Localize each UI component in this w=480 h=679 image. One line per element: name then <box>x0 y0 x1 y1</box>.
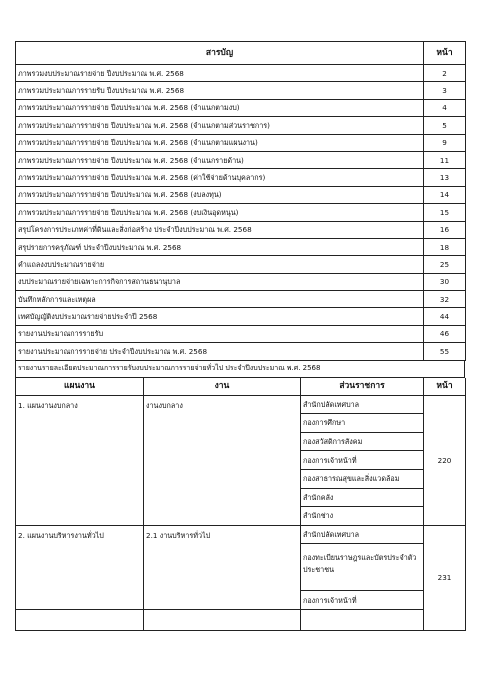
toc-row <box>16 273 466 290</box>
toc-row <box>16 256 466 273</box>
agency-name: กองการเจ้าหน้าที่ <box>301 451 424 470</box>
agency-name: กองทะเบียนราษฎรและบัตรประจำตัวประชาชน <box>301 544 424 591</box>
toc-row <box>16 117 466 134</box>
toc-row-page: 4 <box>424 99 466 116</box>
empty-cell <box>16 609 144 630</box>
plan-row-spacer <box>16 609 466 630</box>
plan-page: 231 <box>424 525 466 630</box>
empty-cell <box>301 609 424 630</box>
plan-name: 2. แผนงานบริหารงานทั่วไป <box>16 525 144 609</box>
toc-row-title: ภาพรวมประมาณการรายจ่าย ปีงบประมาณ พ.ศ. 2568 (จำแนกตามส่วนราชการ) <box>16 117 424 134</box>
toc-row <box>16 151 466 168</box>
toc-row-page: 5 <box>424 117 466 134</box>
toc-row-page: 46 <box>424 325 466 342</box>
toc-row <box>16 221 466 238</box>
toc-row <box>16 99 466 116</box>
toc-row-page: 25 <box>424 256 466 273</box>
toc-row <box>16 65 466 82</box>
plan-header-page: หน้า <box>424 378 466 396</box>
agency-name: กองการเจ้าหน้าที่ <box>301 591 424 610</box>
toc-row-title: ภาพรวมงบประมาณรายจ่าย ปีงบประมาณ พ.ศ. 2568 <box>16 65 424 82</box>
toc-row-title: ภาพรวมประมาณการรายรับ ปีงบประมาณ พ.ศ. 2568 <box>16 82 424 99</box>
toc-row <box>16 169 466 186</box>
note-table <box>15 361 465 378</box>
toc-row-page: 16 <box>424 221 466 238</box>
agency-name: กองการศึกษา <box>301 414 424 433</box>
toc-row-page: 30 <box>424 273 466 290</box>
toc-row-page: 18 <box>424 238 466 255</box>
plan-name: 1. แผนงานงบกลาง <box>16 395 144 525</box>
toc-row-title: รายงานประมาณการรายรับ <box>16 325 424 342</box>
toc-header-title: สารบัญ <box>16 42 424 65</box>
toc-row <box>16 82 466 99</box>
toc-row <box>16 134 466 151</box>
toc-table <box>15 41 466 361</box>
plan-header-plan: แผนงาน <box>16 378 144 396</box>
toc-row <box>16 204 466 221</box>
toc-row-page: 11 <box>424 151 466 168</box>
toc-row <box>16 325 466 342</box>
toc-row <box>16 291 466 308</box>
toc-row-page: 9 <box>424 134 466 151</box>
toc-row-title: รายงานประมาณการรายจ่าย ประจำปีงบประมาณ พ.ศ. 2568 <box>16 343 424 360</box>
toc-row-title: ภาพรวมประมาณการรายจ่าย ปีงบประมาณ พ.ศ. 2568 (จำแนกตามแผนงาน) <box>16 134 424 151</box>
agency-name: สำนักปลัดเทศบาล <box>301 395 424 414</box>
toc-row <box>16 186 466 203</box>
plan-row <box>16 395 466 414</box>
toc-row-title: ภาพรวมประมาณการรายจ่าย ปีงบประมาณ พ.ศ. 2568 (จำแนกรายด้าน) <box>16 151 424 168</box>
toc-note: รายงานรายละเอียดประมาณการรายรับงบประมาณการรายจ่ายทั่วไป ประจำปีงบประมาณ พ.ศ. 2568 <box>16 361 465 378</box>
plan-header-work: งาน <box>144 378 301 396</box>
agency-name: กองสาธารณสุขและสิ่งแวดล้อม <box>301 470 424 489</box>
plan-page: 220 <box>424 395 466 525</box>
work-name: 2.1 งานบริหารทั่วไป <box>144 525 301 609</box>
toc-row-page: 3 <box>424 82 466 99</box>
toc-row <box>16 238 466 255</box>
toc-row-page: 44 <box>424 308 466 325</box>
toc-row-page: 14 <box>424 186 466 203</box>
toc-row-page: 13 <box>424 169 466 186</box>
agency-name: สำนักคลัง <box>301 488 424 507</box>
toc-header-row <box>16 42 466 65</box>
plan-row <box>16 525 466 544</box>
toc-row-title: ภาพรวมประมาณการรายจ่าย ปีงบประมาณ พ.ศ. 2568 (งบเงินอุดหนุน) <box>16 204 424 221</box>
plan-header-agency: ส่วนราชการ <box>301 378 424 396</box>
toc-row-title: ภาพรวมประมาณการรายจ่าย ปีงบประมาณ พ.ศ. 2568 (ค่าใช้จ่ายด้านบุคลากร) <box>16 169 424 186</box>
document-page <box>15 41 465 631</box>
toc-row-title: สรุปรายการครุภัณฑ์ ประจำปีงบประมาณ พ.ศ. 2568 <box>16 238 424 255</box>
empty-cell <box>144 609 301 630</box>
plan-body <box>16 395 466 630</box>
toc-row <box>16 308 466 325</box>
plan-table <box>15 378 466 631</box>
toc-body <box>16 65 466 361</box>
agency-name: สำนักช่าง <box>301 507 424 526</box>
plan-header-row <box>16 378 466 396</box>
toc-row-title: สรุปโครงการประเภทค่าที่ดินและสิ่งก่อสร้าง ประจำปีงบประมาณ พ.ศ. 2568 <box>16 221 424 238</box>
toc-row-title: บันทึกหลักการและเหตุผล <box>16 291 424 308</box>
toc-row <box>16 343 466 360</box>
agency-name: กองสวัสดิการสังคม <box>301 432 424 451</box>
toc-row-title: ภาพรวมประมาณการรายจ่าย ปีงบประมาณ พ.ศ. 2568 (งบลงทุน) <box>16 186 424 203</box>
toc-row-title: ภาพรวมประมาณการรายจ่าย ปีงบประมาณ พ.ศ. 2568 (จำแนกตามงบ) <box>16 99 424 116</box>
agency-name: สำนักปลัดเทศบาล <box>301 525 424 544</box>
toc-row-page: 15 <box>424 204 466 221</box>
toc-row-page: 2 <box>424 65 466 82</box>
work-name: งานงบกลาง <box>144 395 301 525</box>
toc-header-page: หน้า <box>424 42 466 65</box>
toc-row-title: เทศบัญญัติงบประมาณรายจ่ายประจำปี 2568 <box>16 308 424 325</box>
toc-row-title: คำแถลงงบประมาณรายจ่าย <box>16 256 424 273</box>
toc-row-page: 32 <box>424 291 466 308</box>
toc-row-title: งบประมาณรายจ่ายเฉพาะการกิจการสถานธนานุบาล <box>16 273 424 290</box>
toc-row-page: 55 <box>424 343 466 360</box>
